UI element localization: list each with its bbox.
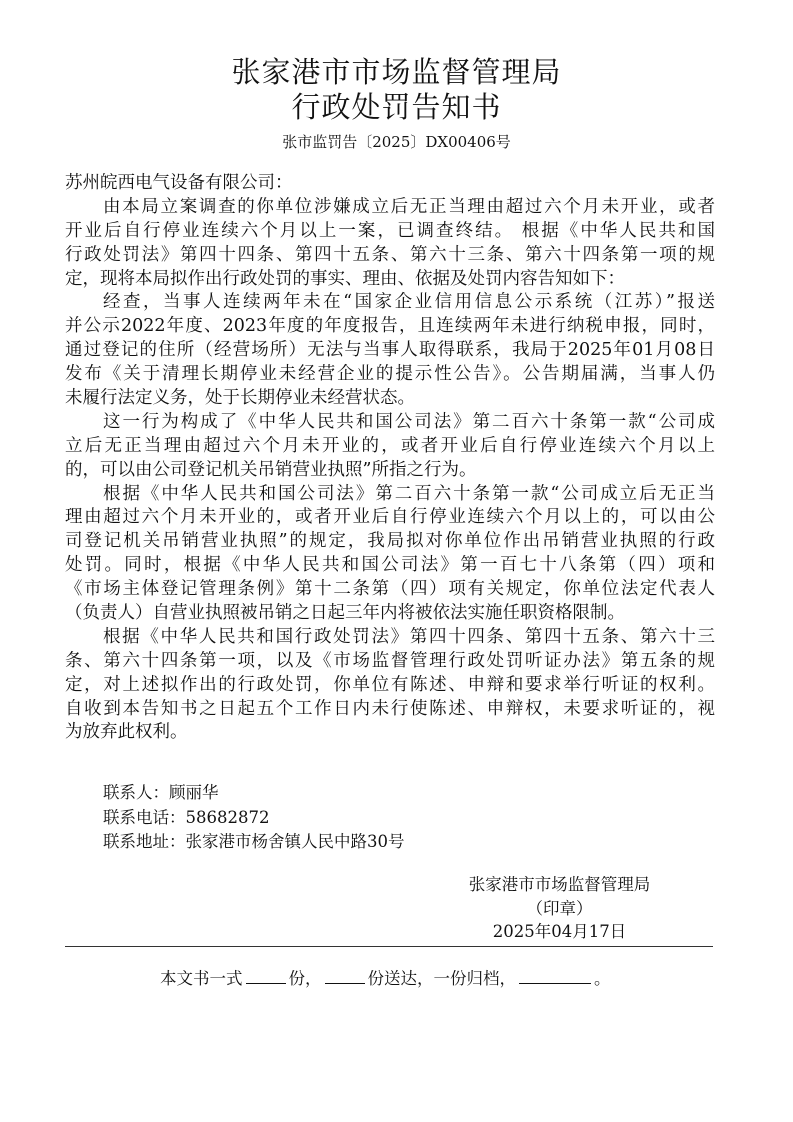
paragraph-line: （负责人）自营业执照被吊销之日起三年内将被依法实施任职资格限制。: [65, 603, 625, 624]
document-title: 张家港市市场监督管理局: [231, 55, 562, 89]
paragraph: [65, 291, 715, 410]
copies-text: 本文书一式: [160, 969, 243, 988]
divider: [65, 946, 713, 947]
addressee: 苏州皖西电气设备有限公司：: [65, 173, 293, 193]
paragraph-line: 经查，当事人连续两年未在“国家企业信用信息公示系统（江苏）”报送: [103, 292, 715, 313]
paragraph-line: 由本局立案调查的你单位涉嫌成立后无正当理由超过六个月未开业，或者: [103, 196, 715, 217]
paragraph: [65, 196, 715, 292]
paragraphs: [65, 196, 715, 745]
signature-block: [452, 873, 667, 944]
paragraph-line: 理由超过六个月未开业的，或者开业后自行停业连续六个月以上的，可以由公: [65, 507, 715, 528]
paragraph-line: 定，现将本局拟作出行政处罚的事实、理由、依据及处罚内容告知如下：: [65, 268, 625, 289]
blank-line: [246, 969, 286, 984]
blank-line: [325, 969, 365, 984]
paragraph-line: 发布《关于清理长期停业未经营企业的提示性公告》。公告期届满，当事人仍: [65, 364, 715, 385]
paragraph-line: 的，可以由公司登记机关吊销营业执照”所指之行为。: [65, 459, 477, 480]
issuing-org: 张家港市市场监督管理局: [468, 875, 651, 894]
paragraph-line: 通过登记的住所（经营场所）无法与当事人取得联系，我局于2025年01月08日: [65, 340, 715, 361]
paragraph-line: 条、第六十四条第一项，以及《市场监督管理行政处罚听证办法》第五条的规: [65, 650, 715, 671]
contact-phone: 联系电话：58682872: [103, 807, 270, 827]
paragraph-line: 根据《中华人民共和国行政处罚法》第四十四条、第四十五条、第六十三: [103, 626, 715, 647]
paragraph-line: 处罚。同时，根据《中华人民共和国公司法》第一百七十八条第（四）项和: [65, 555, 715, 576]
contact-block: [103, 781, 405, 855]
contact-address: 联系地址：张家港市杨舍镇人民中路30号: [103, 832, 405, 851]
paragraph-line: 未履行法定义务，处于长期停业未经营状态。: [65, 388, 415, 409]
copies-text: 份送达，一份归档，: [367, 969, 516, 988]
paragraph-line: 行政处罚法》第四十四条、第四十五条、第六十三条、第六十四条第一项的规: [65, 244, 715, 265]
document-body: [65, 172, 715, 745]
paragraph-line: 开业后自行停业连续六个月以上一案，已调查终结。 根据《中华人民共和国: [65, 220, 715, 241]
copies-note: [160, 968, 611, 990]
blank-line: [519, 969, 591, 984]
paragraph-line: 定，对上述拟作出的行政处罚，你单位有陈述、申辩和要求举行听证的权利。: [65, 674, 715, 695]
contact-person: 联系人：顾丽华: [103, 783, 219, 802]
seal-label: （印章）: [526, 898, 593, 918]
paragraph-line: 为放弃此权利。: [65, 722, 188, 743]
paragraph-line: 自收到本告知书之日起五个工作日内未行使陈述、申辩权，未要求听证的，视: [65, 698, 715, 719]
copies-text: 。: [594, 969, 611, 988]
paragraph-line: 司登记机关吊销营业执照”的规定，我局拟对你单位作出吊销营业执照的行政: [65, 531, 715, 552]
issue-date: 2025年04月17日: [492, 922, 627, 941]
copies-text: 份，: [288, 969, 322, 988]
paragraph-line: 根据《中华人民共和国公司法》第二百六十条第一款“公司成立后无正当: [103, 483, 715, 504]
paragraph: [65, 483, 715, 626]
paragraph-line: 并公示2022年度、2023年度的年度报告，且连续两年未进行纳税申报，同时，: [65, 316, 715, 337]
paragraph: [65, 626, 715, 745]
paragraph: [65, 411, 715, 483]
paragraph-line: 立后无正当理由超过六个月未开业的，或者开业后自行停业连续六个月以上: [65, 435, 715, 456]
paragraph-line: 这一行为构成了《中华人民共和国公司法》第二百六十条第一款“公司成: [103, 411, 715, 432]
document-number: 张市监罚告〔2025〕DX00406号: [282, 133, 511, 151]
paragraph-line: 《市场主体登记管理条例》第十二条第（四）项有关规定，你单位法定代表人: [65, 579, 715, 600]
document-subtitle: 行政处罚告知书: [291, 90, 502, 124]
